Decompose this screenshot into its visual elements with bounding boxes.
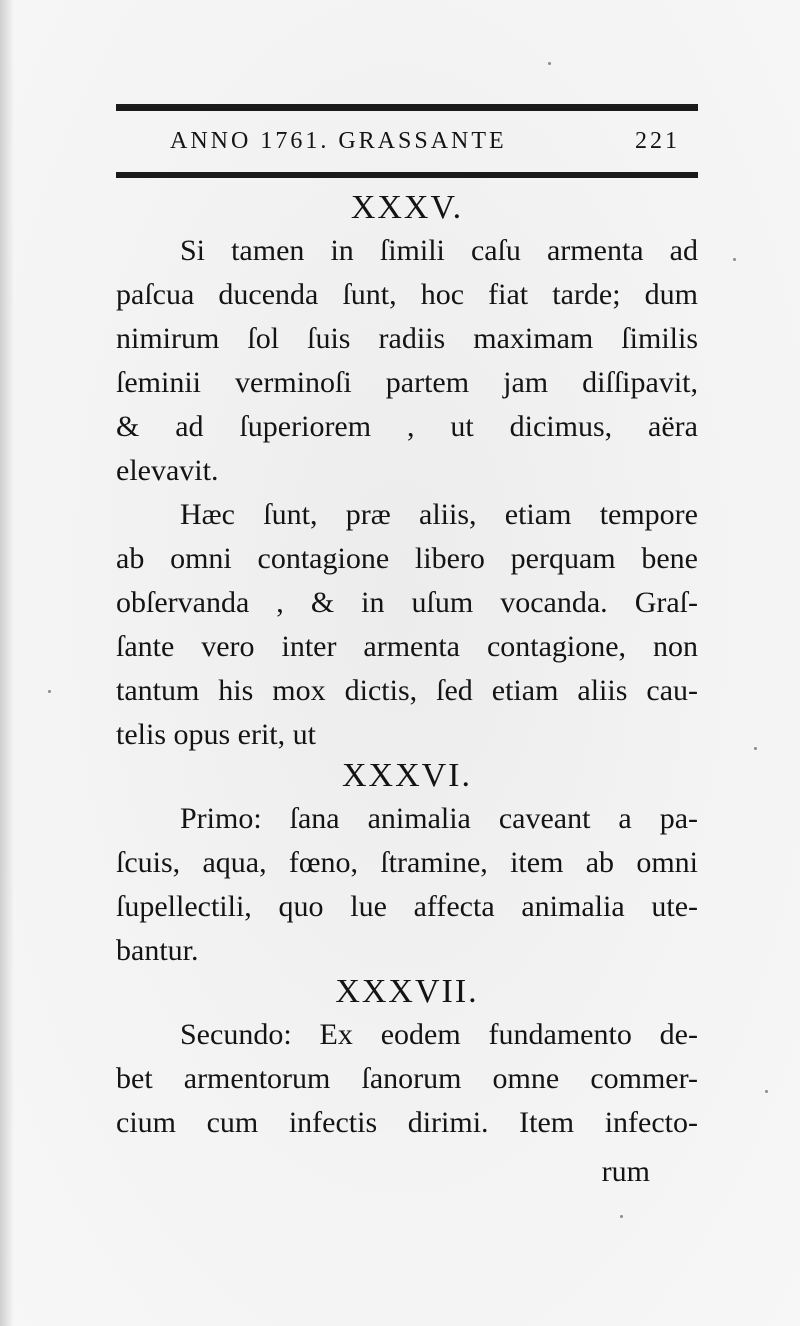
header-rule-bottom (116, 172, 698, 178)
text-line: Secundo: Ex eodem fundamento de- (180, 1018, 698, 1051)
text-line: nimirum ſol ſuis radiis maximam ſimilis (116, 322, 698, 355)
text-line: ſante vero inter armenta contagione, non (116, 630, 698, 663)
text-line: paſcua ducenda ſunt, hoc fiat tarde; dum (116, 278, 698, 311)
text-line: bet armentorum ſanorum omne commer- (116, 1062, 698, 1095)
paper-speck (48, 690, 51, 693)
text-line: ab omni contagione libero perquam bene (116, 542, 698, 575)
text-line: Si tamen in ſimili caſu armenta ad (180, 234, 698, 267)
paper-speck (754, 747, 757, 750)
running-head-title: ANNO 1761. GRASSANTE (170, 128, 507, 154)
running-head (116, 124, 698, 164)
text-line: ſcuis, aqua, fœno, ſtramine, item ab omni (116, 846, 698, 879)
text-line: cium cum infectis dirimi. Item infecto- (116, 1106, 698, 1139)
text-line: bantur. (116, 934, 199, 967)
section-heading-xxxvii: XXXVII. (335, 973, 479, 1010)
text-line: obſervanda , & in uſum vocanda. Graſ- (116, 586, 698, 619)
section-heading-xxxvi: XXXVI. (341, 757, 473, 794)
text-line: Hæc ſunt, præ aliis, etiam tempore (180, 498, 698, 531)
page-gutter-shadow (0, 0, 14, 1326)
paper-speck (765, 1090, 768, 1093)
text-line: tantum his mox dictis, ſed etiam aliis cau- (116, 674, 698, 707)
header-rule-top (116, 104, 698, 111)
text-line: ſupellectili, quo lue affecta animalia ute- (116, 890, 698, 923)
paper-speck (620, 1215, 623, 1218)
paper-speck (548, 62, 551, 65)
catchword: rum (601, 1155, 650, 1188)
text-line: elevavit. (116, 454, 219, 487)
text-line: Primo: ſana animalia caveant a pa- (180, 802, 698, 835)
section-heading-xxxv: XXXV. (350, 189, 464, 226)
text-line: telis opus erit, ut (116, 718, 316, 751)
paper-speck (733, 258, 736, 261)
text-line: ſeminii verminoſi partem jam diſſipavit, (116, 366, 698, 399)
page-number: 221 (635, 128, 680, 154)
text-line: & ad ſuperiorem , ut dicimus, aëra (116, 410, 698, 443)
